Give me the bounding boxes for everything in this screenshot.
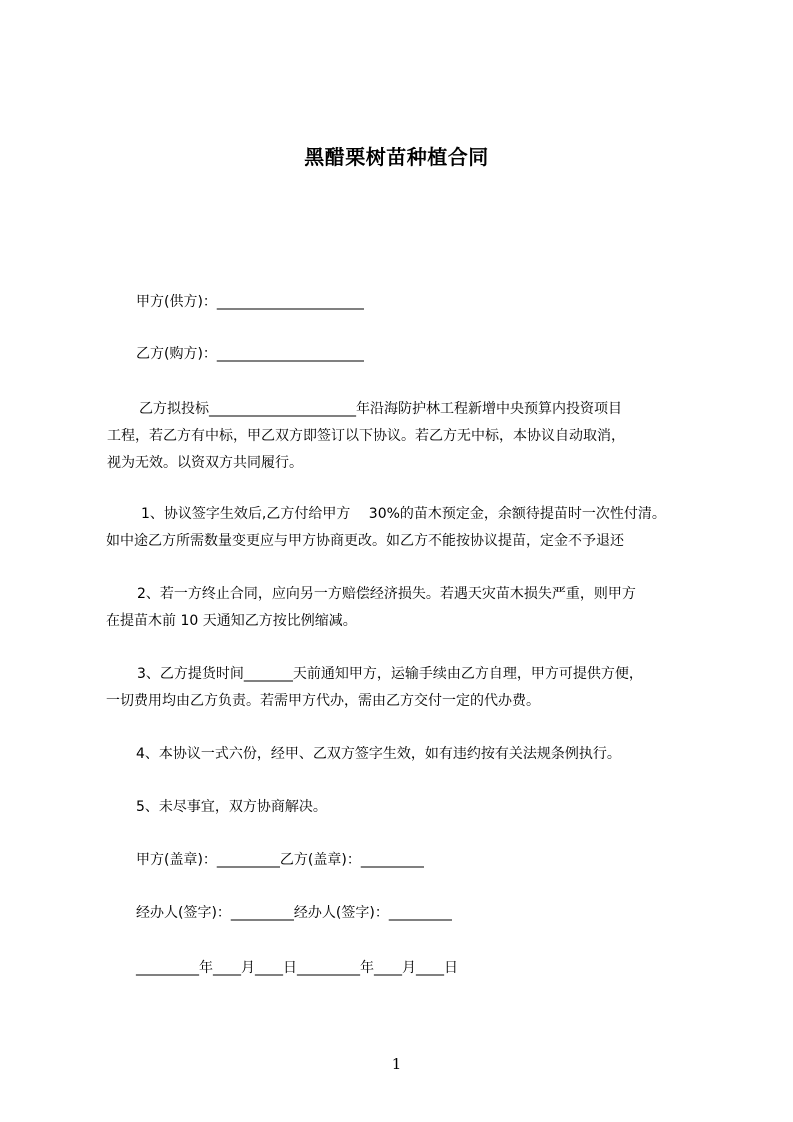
- seal-line: 甲方(盖章)：_________乙方(盖章)：_________: [136, 852, 424, 868]
- page-number: 1: [391, 1055, 402, 1073]
- clause-2-line-2: 在提苗木前 10 天通知乙方按比例缩减。: [106, 613, 357, 629]
- signature-line: 经办人(签字)：_________经办人(签字)：_________: [136, 905, 452, 921]
- clause-1-line-1: 1、协议签字生效后,乙方付给甲方 30%的苗木预定金，余额待提苗时一次性付清。: [141, 506, 666, 522]
- clause-5-line: 5、未尽事宜，双方协商解决。: [136, 799, 327, 815]
- document-title: 黑醋栗树苗种植合同: [304, 145, 489, 169]
- clause-2-line-1: 2、若一方终止合同，应向另一方赔偿经济损失。若遇天灾苗木损失严重，则甲方: [137, 586, 636, 602]
- date-line: _________年____月____日_________年____月____日: [136, 960, 458, 976]
- intro-line-2: 工程，若乙方有中标，甲乙双方即签订以下协议。若乙方无中标，本协议自动取消，: [107, 428, 625, 444]
- clause-1-line-2: 如中途乙方所需数量变更应与甲方协商更改。如乙方不能按协议提苗，定金不予退还: [106, 533, 624, 549]
- clause-3-line-2: 一切费用均由乙方负责。若需甲方代办，需由乙方交付一定的代办费。: [106, 693, 540, 709]
- clause-3-line-1: 3、乙方提货时间_______天前通知甲方，运输手续由乙方自理，甲方可提供方便，: [137, 666, 643, 682]
- party-a-line: 甲方(供方)：_____________________: [136, 294, 364, 310]
- clause-4-line: 4、本协议一式六份，经甲、乙双方签字生效，如有违约按有关法规条例执行。: [136, 746, 621, 762]
- intro-line-1: 乙方拟投标_____________________年沿海防护林工程新增中央预算内投资项目: [139, 401, 622, 417]
- party-b-line: 乙方(购方)：_____________________: [136, 346, 364, 362]
- intro-line-3: 视为无效。以资双方共同履行。: [107, 455, 303, 471]
